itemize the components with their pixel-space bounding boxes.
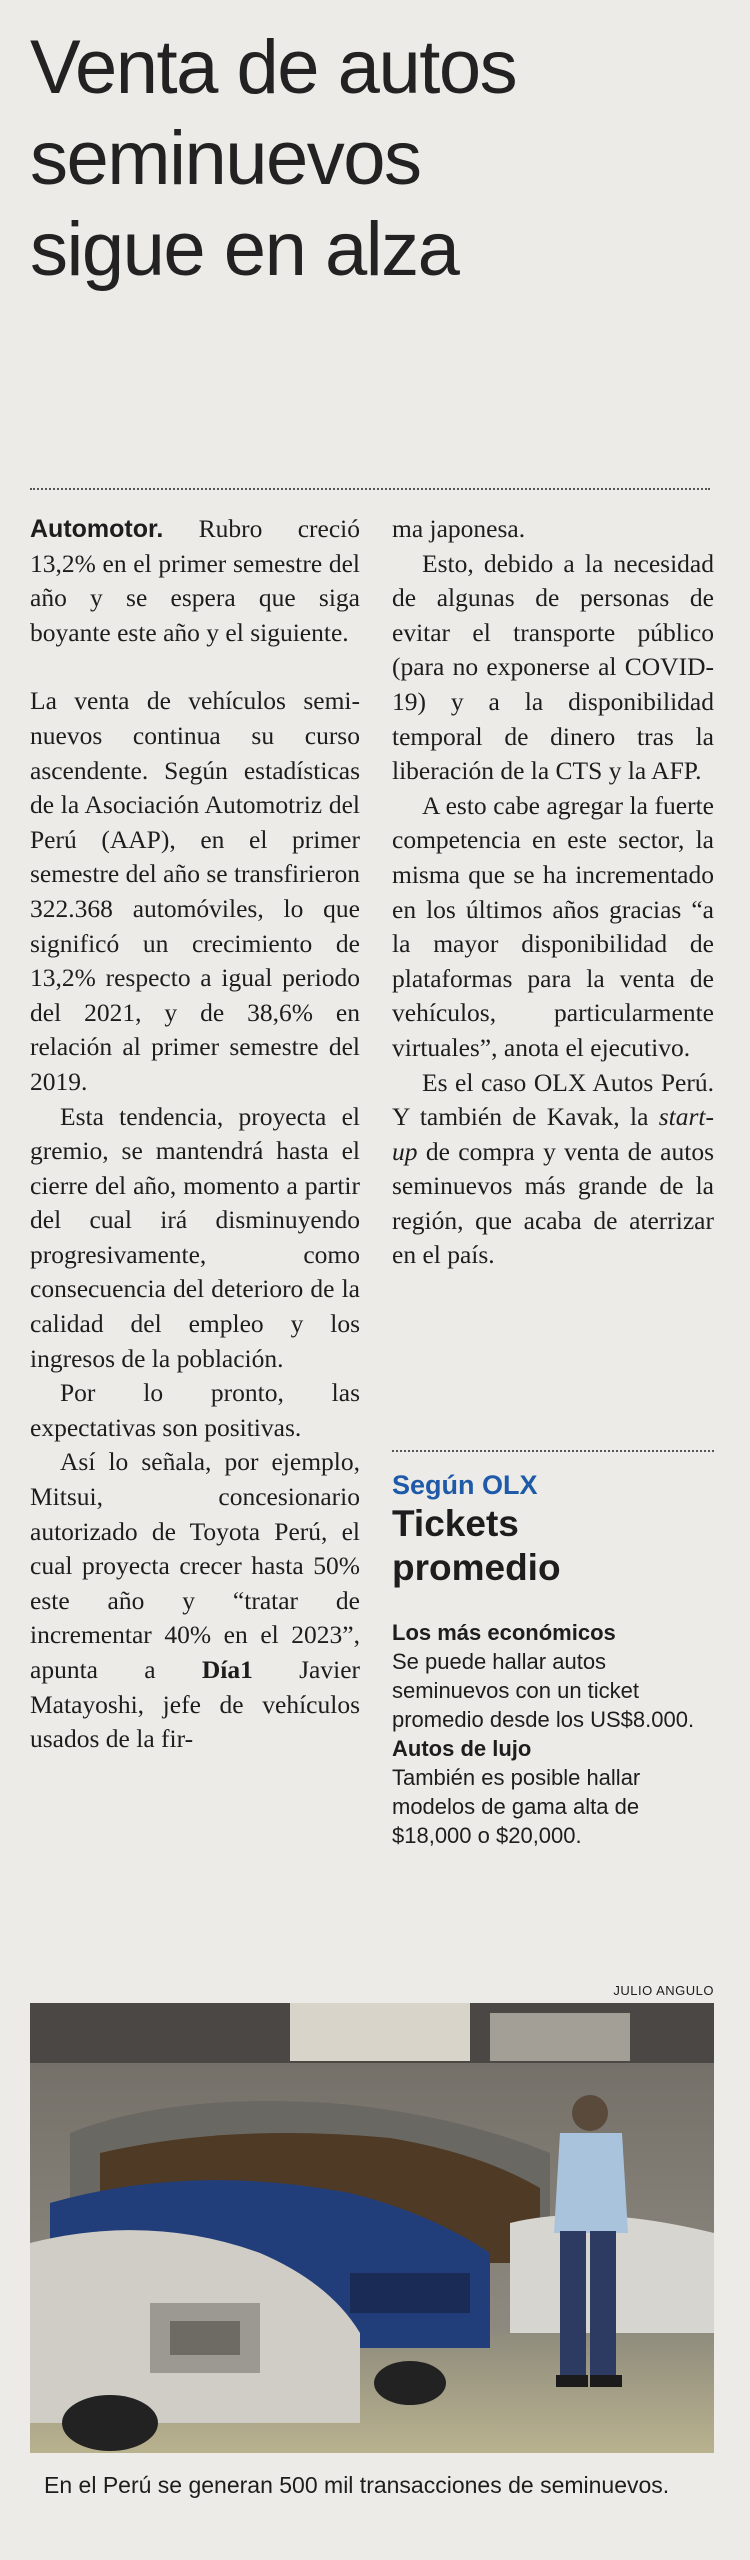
article-column-left	[30, 512, 360, 1757]
sidebar-item-text: También es posible hallar modelos de gama alta de $18,000 o $20,000.	[392, 1765, 641, 1848]
body-paragraph: A esto cabe agregar la fuerte competencia en este sector, la misma que se ha incrementado en los últimos años gracias “a la mayor disponibilidad de plataformas para la venta de vehículos, particularmente virtuales”, anota el ejecutivo.	[392, 790, 714, 1062]
kicker: Automotor.	[30, 515, 164, 543]
headline-line: seminuevos	[30, 116, 421, 201]
headline	[30, 22, 720, 295]
article-column-right	[392, 512, 714, 1273]
sidebar-divider	[392, 1450, 714, 1452]
sidebar-item-text: Se puede hallar autos seminuevos con un ticket promedio desde los US$8.000.	[392, 1649, 695, 1732]
sidebar-title	[392, 1502, 714, 1590]
body-text: de compra y venta de autos seminuevos más grande de la región, que acaba de aterrizar en el país.	[392, 1136, 714, 1270]
body-paragraph: La venta de vehículos semi-nuevos continua su curso ascendente. Según estadísticas de la Asociación Automotriz del Perú (AAP), en el primer semestre del año se transfirieron 322.368 automóviles, lo que significó un crecimiento de 13,2% respecto a igual periodo del 2021, y de 38,6% en relación al primer semestre del 2019.	[30, 686, 360, 1096]
body-paragraph: Esto, debido a la necesidad de algunas de personas de evitar el transporte público (para no exponerse al COVID-19) y a la disponibilidad temporal de dinero tras la liberación de la CTS y la AFP.	[392, 548, 714, 786]
body-text: Es el caso OLX Autos Perú. Y también de Kavak, la	[392, 1067, 714, 1132]
photo	[30, 2003, 714, 2453]
lead-paragraph	[30, 512, 360, 650]
sidebar-title-line: promedio	[392, 1547, 561, 1588]
body-text: Así lo señala, por ejemplo, Mitsui, concesionario autorizado de Toyota Perú, el cual proyecta crecer hasta 50% este año y “tratar de incrementar 40% en el 2023”, apunta a	[30, 1447, 360, 1684]
body-text: Javier Matayoshi, jefe de vehículos usados de la fir-	[30, 1655, 361, 1754]
divider	[30, 488, 710, 490]
publication-name: Día1	[201, 1655, 253, 1684]
body-paragraph	[392, 1066, 714, 1274]
sidebar-box	[392, 1450, 714, 1850]
sidebar-title-line: Tickets	[392, 1503, 519, 1544]
showroom-photo	[30, 2003, 714, 2453]
sidebar-item-heading: Autos de lujo	[392, 1736, 532, 1761]
photo-caption: En el Perú se generan 500 mil transacciones de seminuevos.	[44, 2472, 670, 2498]
headline-line: Venta de autos	[30, 25, 517, 110]
headline-line: sigue en alza	[30, 207, 459, 292]
sidebar-item-heading: Los más económicos	[392, 1620, 616, 1645]
italic-term: start-up	[392, 1102, 714, 1166]
sidebar-source: Según OLX	[392, 1470, 538, 1500]
body-paragraph	[30, 1445, 360, 1756]
body-paragraph: Por lo pronto, las expectativas son positivas.	[30, 1378, 360, 1442]
photo-credit: JULIO ANGULO	[613, 1983, 714, 1998]
lead-text: Rubro creció 13,2% en el primer semestre del año y se espera que siga boyante este año y el siguiente.	[30, 514, 360, 647]
body-paragraph: Esta tendencia, proyecta el gremio, se mantendrá hasta el cierre del año, momento a partir del cual irá disminuyendo progresivamente, como consecuencia del deterioro de la calidad del empleo y los ingresos de la población.	[30, 1101, 360, 1373]
body-paragraph: ma japonesa.	[392, 514, 526, 543]
